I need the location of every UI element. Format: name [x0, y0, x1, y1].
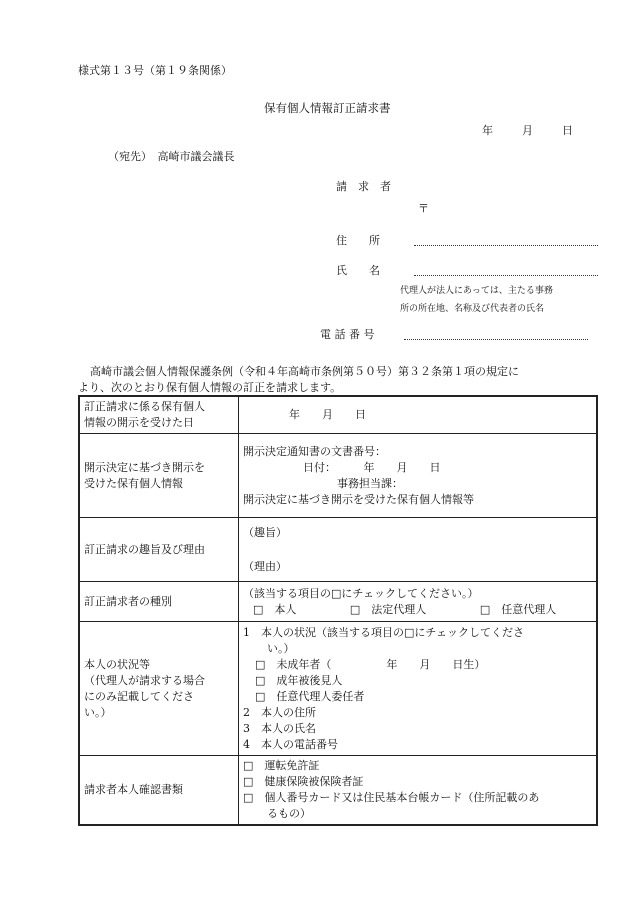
page-title: 保有個人情報訂正請求書 — [264, 101, 391, 115]
proxy-note-line2: 所の所在地、名称及び代表者の氏名 — [400, 304, 545, 314]
row-purpose-reason — [79, 518, 597, 582]
my-number-card-cont: るもの） — [267, 807, 311, 820]
row-principal-status — [79, 622, 597, 756]
label-text: い。） — [84, 705, 112, 719]
postal-mark: 〒 — [418, 202, 429, 215]
disclosed-info-label: 開示決定に基づき開示を受けた保有個人情報等 — [243, 492, 474, 506]
label-text: （代理人が請求する場合 — [84, 673, 205, 687]
department-label: 事務担当課： — [337, 476, 403, 490]
label-text: 情報の開示を受けた日 — [84, 416, 194, 429]
principal-status-field — [239, 622, 598, 756]
principal-phone-label: 4 本人の電話番号 — [243, 737, 338, 751]
requester-heading: 請 求 者 — [336, 180, 391, 193]
date-month: 月 — [522, 124, 533, 137]
intro-line2: より、次のとおり保有個人情報の訂正を請求します。 — [78, 381, 342, 394]
addressee: （宛先） 高崎市議会議長 — [108, 150, 235, 163]
address-label: 住 所 — [336, 234, 380, 247]
label-text: 開示決定に基づき開示を — [84, 460, 205, 474]
identity-documents-field — [239, 756, 598, 826]
address-field[interactable] — [414, 245, 598, 246]
checkbox-minor[interactable]: □ 未成年者（ 年 月 日生） — [255, 657, 486, 671]
row-requester-type — [79, 582, 597, 622]
checkbox-voluntary-representative[interactable]: □ 任意代理人 — [479, 602, 557, 616]
row-disclosure-date — [79, 396, 597, 434]
label-identity-documents: 請求者本人確認書類 — [79, 756, 239, 826]
label-requester-type: 訂正請求者の種別 — [79, 582, 239, 622]
label-disclosed-info — [79, 434, 239, 518]
intro-line1: 高崎市議会個人情報保護条例（令和４年高崎市条例第５０号）第３２条第１項の規定に — [90, 365, 519, 378]
row-identity-documents — [79, 756, 597, 826]
requester-type-note: （該当する項目の□にチェックしてください。） — [243, 586, 479, 600]
purpose-reason-field[interactable] — [239, 518, 598, 582]
checkbox-principal-delegator[interactable]: □ 任意代理人委任者 — [255, 689, 365, 703]
label-purpose-reason: 訂正請求の趣旨及び理由 — [79, 518, 239, 582]
phone-field[interactable] — [404, 339, 588, 340]
purpose-label: （趣旨） — [243, 525, 287, 539]
label-text: にのみ記載してくださ — [84, 689, 194, 703]
checkbox-my-number-card[interactable]: □ 個人番号カード又は住民基本台帳カード（住所記載のあ — [243, 791, 540, 804]
date-year: 年 — [482, 124, 493, 137]
principal-status-heading-cont: い。） — [267, 641, 295, 655]
label-text: 本人の状況等 — [84, 657, 150, 671]
checkbox-self[interactable]: □ 本人 — [253, 602, 297, 616]
checkbox-adult-ward[interactable]: □ 成年被後見人 — [255, 673, 343, 687]
date-day: 日 — [562, 124, 573, 137]
name-label: 氏 名 — [336, 264, 380, 277]
form-number: 様式第１３号（第１９条関係） — [78, 64, 232, 77]
proxy-note-line1: 代理人が法人にあっては、主たる事務 — [400, 286, 553, 296]
name-field[interactable] — [414, 275, 598, 276]
phone-label: 電 話 番 号 — [320, 328, 375, 341]
label-principal-status — [79, 622, 239, 756]
disclosure-date-value: 年 月 日 — [289, 408, 366, 421]
label-text: 訂正請求に係る保有個人 — [84, 400, 205, 413]
checkbox-drivers-license[interactable]: □ 運転免許証 — [243, 759, 320, 772]
requester-type-field — [239, 582, 598, 622]
disclosed-info-field[interactable] — [239, 434, 598, 518]
document-number-label: 開示決定通知書の文書番号： — [243, 444, 386, 458]
principal-status-heading: 1 本人の状況（該当する項目の□にチェックしてくださ — [243, 625, 525, 639]
principal-address-label: 2 本人の住所 — [243, 705, 316, 719]
disclosure-date-field[interactable] — [239, 396, 598, 434]
notice-date-label: 日付： 年 月 日 — [303, 460, 441, 474]
label-disclosure-date — [79, 396, 239, 434]
row-disclosed-info — [79, 434, 597, 518]
reason-label: （理由） — [243, 559, 287, 573]
checkbox-health-insurance[interactable]: □ 健康保険被保険者証 — [243, 775, 364, 788]
request-form-table — [78, 395, 598, 826]
checkbox-legal-representative[interactable]: □ 法定代理人 — [349, 602, 427, 616]
label-text: 受けた保有個人情報 — [84, 476, 183, 490]
principal-name-label: 3 本人の氏名 — [243, 721, 316, 735]
